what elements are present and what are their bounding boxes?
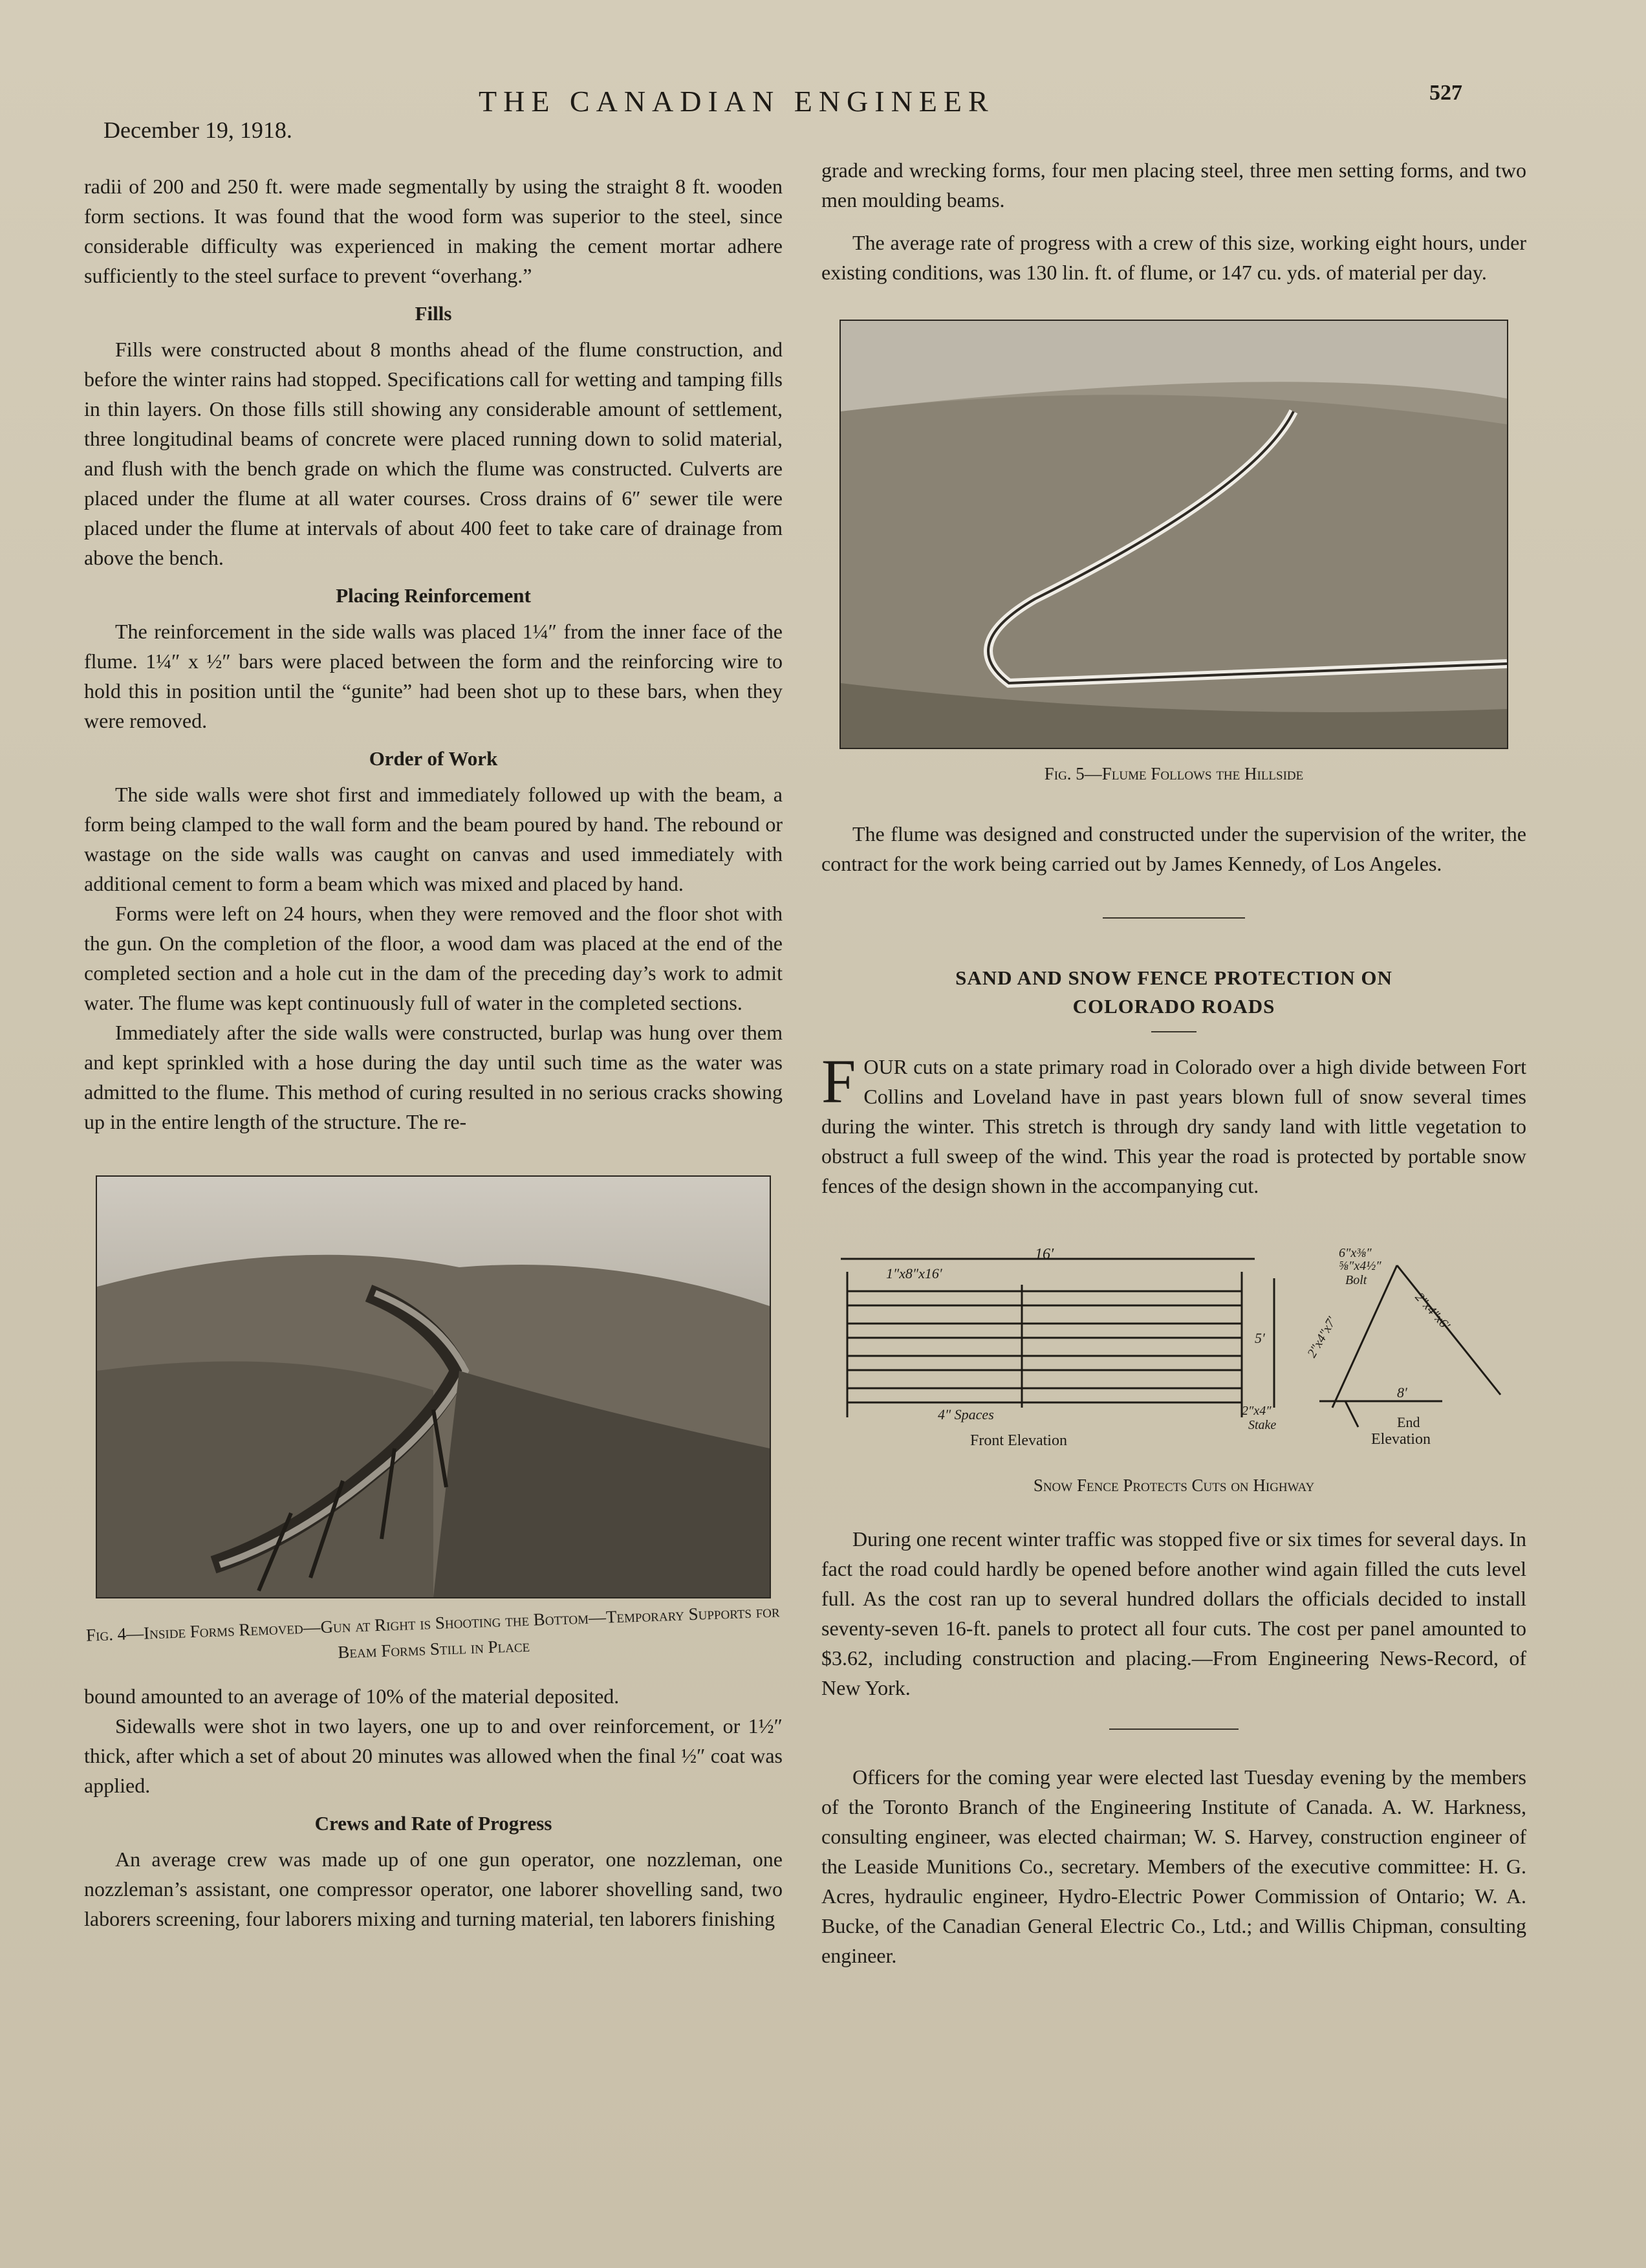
- header-date: December 19, 1918.: [103, 117, 292, 143]
- height-label: 5′: [1255, 1330, 1265, 1346]
- paragraph-text: OUR cuts on a state primary road in Colorado over a high divide between Fort Collins and Loveland have in past years blown full of snow several times during the winter. This stretch is through dry sandy land with little vegetation to obstruct a full sweep of the wind. This year the road is protected by portable snow fences of the design shown in the accompanying cut.: [821, 1055, 1526, 1197]
- paragraph: Sidewalls were shot in two layers, one up to and over reinforcement, or 1½″ thick, after which a set of about 20 minutes was allowed when the final ½″ coat was applied.: [84, 1714, 783, 1797]
- spaces-label: 4″ Spaces: [938, 1406, 994, 1423]
- fig4-photo: [96, 1175, 771, 1598]
- end-label: End: [1397, 1414, 1420, 1430]
- stake-label: Stake: [1248, 1418, 1277, 1432]
- brace2-label: 2″x4″x6′: [1412, 1290, 1453, 1333]
- fig5-image: [841, 321, 1507, 748]
- board-label: 1″x8″x16′: [886, 1265, 942, 1281]
- divider: [1151, 1031, 1197, 1032]
- paragraph: The average rate of progress with a crew of this size, working eight hours, under existing conditions, was 130 lin. ft. of flume, or 147 cu. yds. of material per day.: [821, 231, 1526, 284]
- paragraph: The reinforcement in the side walls was placed 1¼″ from the inner face of the flume. 1¼″ x ½″ bars were placed between the form and the reinforcing wire to hold this in position until the “gunite” had been shot up to these bars, when they were removed.: [84, 620, 783, 732]
- base-label: 8′: [1397, 1384, 1407, 1401]
- article-title-line: SAND AND SNOW FENCE PROTECTION ON: [955, 966, 1392, 989]
- divider: [1103, 917, 1245, 919]
- fig4-image: [97, 1177, 770, 1597]
- paragraph: Immediately after the side walls were constructed, burlap was hung over them and kept sprinkled with a hose during the day until such time as the water was admitted to the flume. This method of curing resulted in no serious cracks showing up in the entire length of the structure. The re-: [84, 1021, 783, 1133]
- paragraph: Officers for the coming year were elected last Tuesday evening by the members of the Toronto Branch of the Engineering Institute of Canada. A. W. Harkness, consulting engineer, was elected chairman; W. S. Harvey, construction engineer of the Leaside Munitions Co., secretary. Members of the executive committee: H. G. Acres, hydraulic engineer, Hydro-Electric Power Commission of Ontario; W. A. Bucke, of the Canadian General Electric Co., Ltd.; and Willis Chipman, consulting engineer.: [821, 1765, 1526, 1967]
- paragraph: The side walls were shot first and immediately followed up with the beam, a form being clamped to the wall form and the beam poured by hand. The rebound or wastage on the side walls was caught on canvas and used immediately with additional cement to form a beam which was mixed and placed by hand.: [84, 783, 783, 895]
- section-heading: Crews and Rate of Progress: [314, 1812, 552, 1835]
- paragraph: Fills were constructed about 8 months ahead of the flume construction, and before the winter rains had stopped. Specifications call for wetting and tamping fills in thin layers. On those fills still showing any considerable amount of settlement, three longitudinal beams of concrete were placed running down to solid material, and flush with the bench grade on which the flume was constructed. Culverts are placed under the flume at all water courses. Cross drains of 6″ sewer tile were placed under the flume at intervals of about 400 feet to take care of drainage from above the bench.: [84, 338, 783, 569]
- divider: [1109, 1728, 1239, 1730]
- paragraph: Forms were left on 24 hours, when they were removed and the floor shot with the gun. On the completion of the floor, a wood dam was placed at the end of the completed section and a hole cut in the dam of the preceding day’s work to admit water. The flume was kept continuously full of water in the completed sections.: [84, 902, 783, 1014]
- stake-size-label: 2″x4″: [1242, 1404, 1272, 1418]
- article-title: [821, 964, 1526, 1021]
- page-number: 527: [1429, 81, 1462, 105]
- snow-fence-diagram: [828, 1246, 1520, 1459]
- fig4-caption: Fig. 4—Inside Forms Removed—Gun at Right is Shooting the Bottom—Temporary Supports for Beam Forms Still in Place: [85, 1601, 781, 1663]
- section-heading: Order of Work: [369, 747, 498, 770]
- diagram-caption: Snow Fence Protects Cuts on Highway: [1033, 1476, 1315, 1495]
- article-title-line: COLORADO ROADS: [1072, 995, 1275, 1018]
- section-heading: Placing Reinforcement: [336, 584, 531, 607]
- paragraph: grade and wrecking forms, four men placing steel, three men setting forms, and two men moulding beams.: [821, 158, 1526, 212]
- brace1-label: 2″x4″x7′: [1305, 1314, 1339, 1360]
- paragraph: bound amounted to an average of 10% of the material deposited.: [84, 1685, 620, 1708]
- paragraph: [821, 1047, 1526, 1201]
- end-elevation-label: Elevation: [1371, 1431, 1431, 1448]
- right-column: [821, 155, 1526, 1970]
- drop-cap: F: [821, 1047, 856, 1116]
- bolt-label: Bolt: [1345, 1273, 1367, 1287]
- bolt-size-label: 6″x⅜″: [1339, 1246, 1372, 1260]
- paragraph: radii of 200 and 250 ft. were made segmentally by using the straight 8 ft. wooden form sections. It was found that the wood form was superior to the steel, since considerable difficulty was experienced in making the cement mortar adhere sufficiently to the steel surface to prevent “overhang.”: [84, 175, 783, 287]
- journal-title: THE CANADIAN ENGINEER: [479, 85, 995, 118]
- bolt-size2-label: ⅝″x4½″: [1339, 1259, 1381, 1273]
- dim-length-label: 16′: [1035, 1246, 1054, 1263]
- paragraph: The flume was designed and constructed under the supervision of the writer, the contract for the work being carried out by James Kennedy, of Los Angeles.: [821, 822, 1526, 875]
- section-heading: Fills: [415, 302, 452, 325]
- paragraph: During one recent winter traffic was stopped five or six times for several days. In fact the road could hardly be opened before another wind again filled the cuts level full. As the cost ran up to several hundred dollars the officials decided to install seventy-seven 16-ft. panels to protect all four cuts. The cost per panel amounted to $3.62, including construction and placing.—From Engineering News-Record, of New York.: [821, 1527, 1526, 1699]
- left-column: [84, 171, 783, 1934]
- fig5-photo: [839, 320, 1508, 749]
- fig5-caption: Fig. 5—Flume Follows the Hillside: [1044, 764, 1304, 783]
- front-elevation-label: Front Elevation: [970, 1432, 1067, 1449]
- paragraph: An average crew was made up of one gun operator, one nozzleman, one nozzleman’s assistant, one compressor operator, one laborer shovelling sand, two laborers screening, four laborers mixing and turning material, ten laborers finishing: [84, 1848, 783, 1930]
